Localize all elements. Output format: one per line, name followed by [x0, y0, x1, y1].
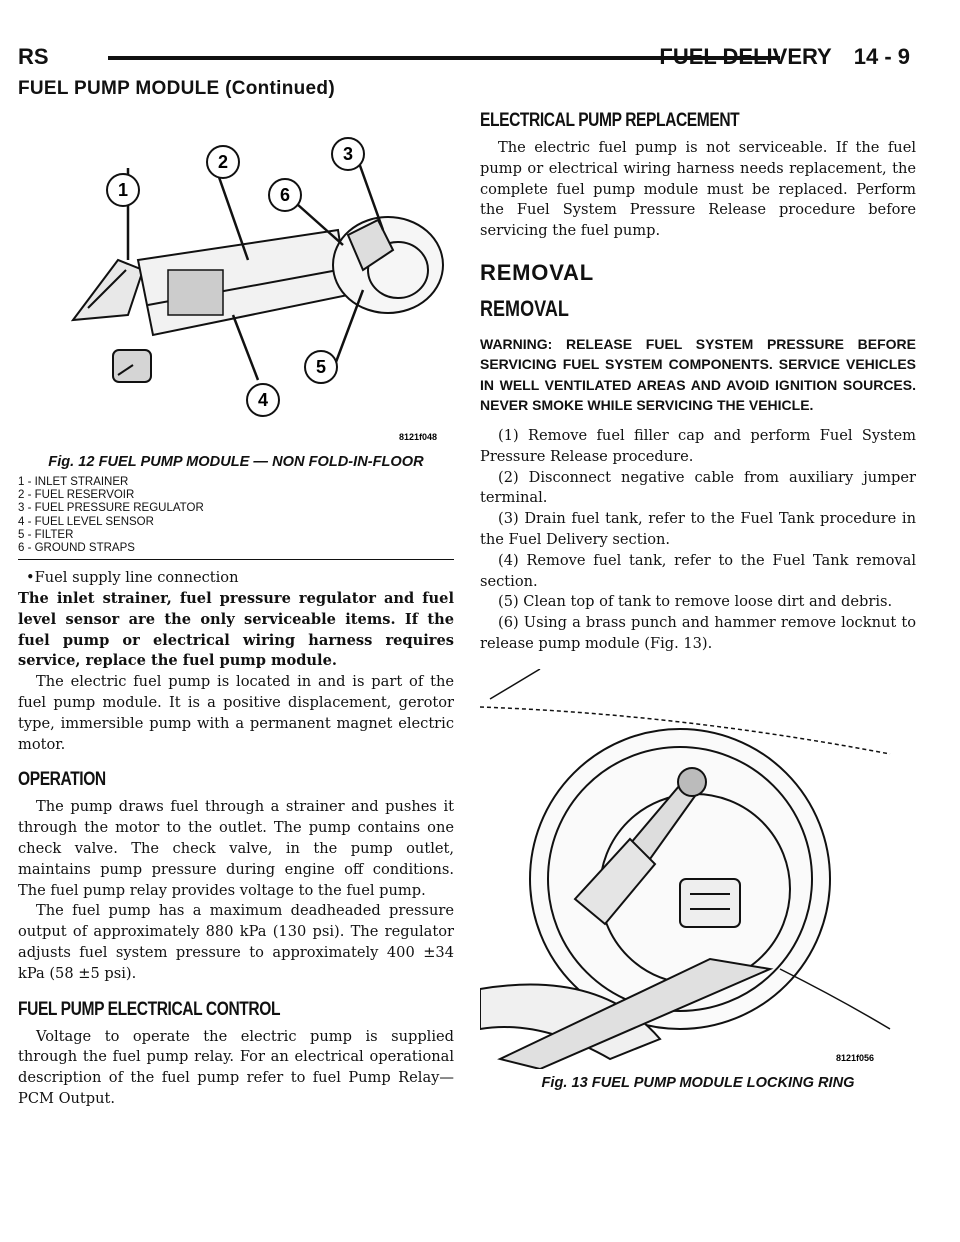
header-section-code: RS	[18, 44, 49, 69]
header-page-number: 14 - 9	[853, 44, 910, 69]
fig12-illustration	[18, 110, 454, 448]
legend-item: 6 - GROUND STRAPS	[18, 542, 135, 555]
removal-step: (2) Disconnect negative cable from auxiliary jumper terminal.	[480, 468, 916, 507]
pump-replacement-heading: ELECTRICAL PUMP REPLACEMENT	[480, 110, 740, 131]
removal-minor-heading: REMOVAL	[480, 295, 569, 321]
removal-step: (3) Drain fuel tank, refer to the Fuel Tank procedure in the Fuel Delivery section.	[480, 510, 916, 548]
operation-paragraph-2: The fuel pump has a maximum deadheaded pressure output of approximately 880 kPa (130 psi). The regulator adjusts fuel system pressure to approximately 400 ±34 kPa (58 ±5 psi).	[18, 902, 454, 982]
fig12-callout-1: 1	[117, 180, 129, 200]
electrical-control-paragraph: Voltage to operate the electric pump is supplied through the fuel pump relay. For an electrical operational description of the fuel pump refer to fuel Pump Relay—PCM Output.	[18, 1027, 454, 1107]
fig13-illustration	[480, 669, 916, 1069]
legend-item: 1 - INLET STRAINER	[18, 476, 129, 488]
electrical-control-heading: FUEL PUMP ELECTRICAL CONTROL	[18, 998, 281, 1020]
fig12-callout-3: 3	[342, 144, 354, 164]
removal-step: (6) Using a brass punch and hammer remove locknut to release pump module (Fig. 13).	[480, 614, 916, 652]
header-right	[637, 44, 910, 70]
operation-heading: OPERATION	[18, 769, 106, 791]
fig12-code: 8121f048	[398, 432, 438, 442]
bullet-item: •Fuel supply line connection	[26, 569, 239, 587]
removal-step: (1) Remove fuel filler cap and perform Fuel System Pressure Release procedure.	[480, 426, 916, 465]
removal-step: (4) Remove fuel tank, refer to the Fuel Tank removal section.	[480, 551, 916, 590]
bullet-text: Fuel supply line connection	[34, 569, 239, 587]
serviceable-note: The inlet strainer, fuel pressure regulator and fuel level sensor are the only serviceable items. If the fuel pump or electrical wiring harness requires service, replace the fuel pump module.	[18, 590, 454, 670]
fig13-caption: Fig. 13 FUEL PUMP MODULE LOCKING RING	[541, 1074, 855, 1091]
warning-text: WARNING: RELEASE FUEL SYSTEM PRESSURE BEFORE SERVICING FUEL SYSTEM COMPONENTS. SERVICE VEHICLES IN WELL VENTILATED AREAS AND AVOID IGNITION SOURCES. NEVER SMOKE WHILE SERVICING THE VEHICLE.	[480, 335, 916, 414]
legend-item: 3 - FUEL PRESSURE REGULATOR	[18, 502, 204, 515]
fig12-callout-4: 4	[257, 390, 269, 410]
removal-major-heading: REMOVAL	[480, 259, 594, 285]
pump-replacement-paragraph: The electric fuel pump is not serviceable. If the fuel pump or electrical wiring harness needs replacement, the complete fuel pump module must be replaced. Perform the Fuel System Pressure Release procedure before servicing the fuel pump.	[480, 139, 916, 240]
fig12-caption: Fig. 12 FUEL PUMP MODULE — NON FOLD-IN-FLOOR	[48, 454, 424, 470]
description-paragraph: The electric fuel pump is located in and is part of the fuel pump module. It is a positive displacement, gerotor type, immersible pump with a permanent magnet electric motor.	[18, 673, 454, 753]
legend-item: 5 - FILTER	[18, 528, 74, 541]
continued-title: FUEL PUMP MODULE (Continued)	[18, 78, 335, 99]
fig12-legend	[18, 476, 454, 560]
left-column	[18, 110, 454, 1110]
fig12-callout-5: 5	[315, 357, 327, 377]
header-section-title: FUEL DELIVERY	[659, 44, 832, 69]
legend-item: 4 - FUEL LEVEL SENSOR	[18, 515, 154, 528]
removal-step: (5) Clean top of tank to remove loose dirt and debris.	[498, 593, 893, 611]
fig13-code: 8121f056	[835, 1052, 875, 1063]
fig12-callout-6: 6	[279, 185, 291, 205]
right-column	[480, 110, 916, 1097]
legend-item: 2 - FUEL RESERVOIR	[18, 489, 135, 502]
operation-paragraph-1: The pump draws fuel through a strainer and pushes it through the motor to the outlet. The pump contains one check valve. The check valve, in the pump outlet, maintains pump pressure during engine off conditions. The fuel pump relay provides voltage to the fuel pump.	[18, 798, 454, 899]
fig12-callout-2: 2	[217, 152, 229, 172]
